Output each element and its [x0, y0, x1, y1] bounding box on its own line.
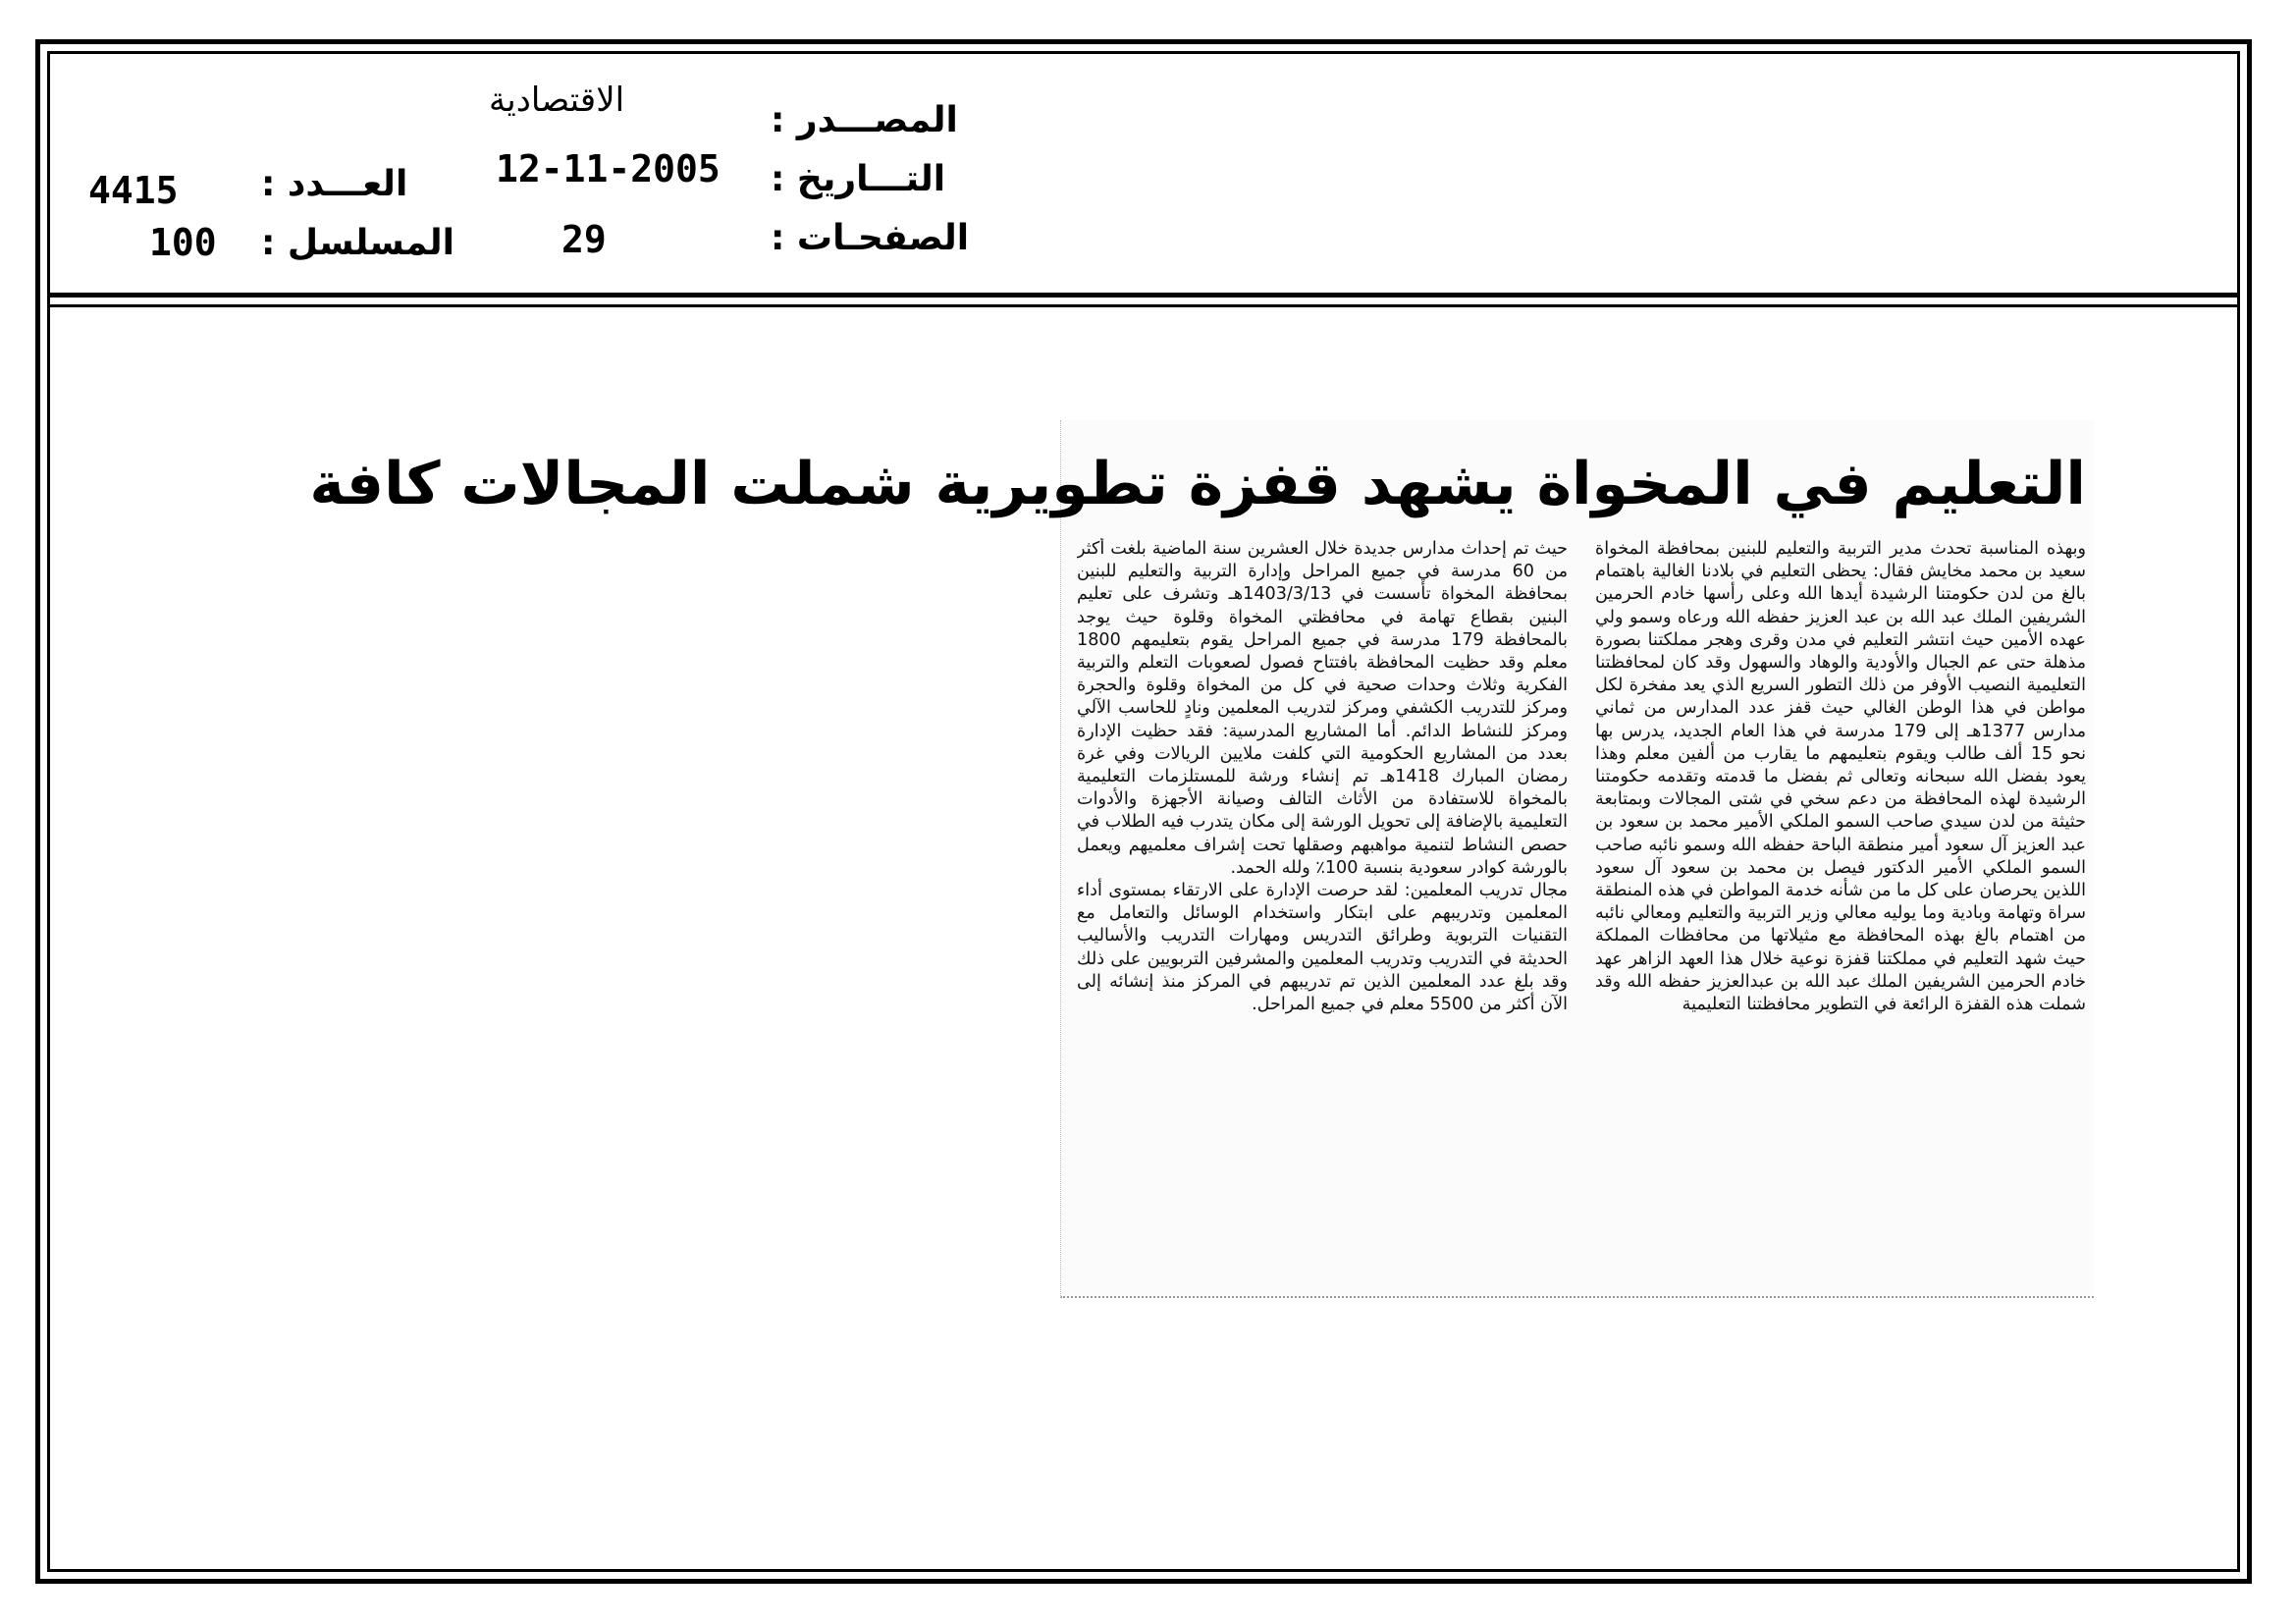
article-column-right: [1595, 538, 2086, 1284]
issue-label: العـــدد :: [261, 164, 408, 204]
source-label: المصـــدر :: [771, 100, 958, 140]
pages-value: 29: [561, 218, 607, 261]
article-paragraph: وبهذه المناسبة تحدث مدير التربية والتعليم للبنين بمحافظة المخواة سعيد بن محمد مخايش فقال: يحظى التعليم في بلادنا الغالية باهتمام بالغ من لدن حكومتنا الرشيدة أيدها الله وعلى رأسها خادم الحرمين الشريفين الملك عبد الله بن عبد العزيز حفظه الله ورعاه وسمو ولي عهده الأمين حيث انتشر التعليم في مدن وقرى وهجر مملكتنا بصورة مذهلة حتى عم الجبال والأودية والوهاد والسهول وقد كان لمحافظتنا التعليمية النصيب الأوفر من ذلك التطور السريع الذي يعد مفخرة لكل مواطن في هذا الوطن الغالي حيث قفز عدد المدارس من ثماني مدارس 1377هـ إلى 179 مدرسة في هذا العام الجديد، يدرس بها نحو 15 ألف طالب ويقوم بتعليمهم ما يقارب من ألفين معلم وهذا يعود بفضل الله سبحانه وتعالى ثم بفضل ما قدمته وتقدمه حكومتنا الرشيدة لهذه المحافظة من دعم سخي في شتى المجالات وبمتابعة حثيثة من لدن سيدي صاحب السمو الملكي الأمير محمد بن سعود بن عبد العزيز آل سعود أمير منطقة الباحة حفظه الله وسمو نائبه صاحب السمو الملكي الأمير الدكتور فيصل بن محمد بن سعود آل سعود اللذين يحرصان على كل ما من شأنه خدمة المواطن في هذه المنطقة سراة وتهامة وبادية وما يوليه معالي وزير التربية والتعليم ومعالي نائبه من اهتمام بالغ بهذه المحافظة مع مثيلاتها من محافظات المملكة حيث شهد التعليم في مملكتنا قفزة نوعية خلال هذا العهد الزاهر عهد خادم الحرمين الشريفين الملك عبد الله بن عبدالعزيز حفظه الله وقد شملت هذه القفزة الرائعة في التطوير محافظتنا التعليمية: [1595, 539, 2086, 1015]
header-divider: [47, 293, 2240, 298]
date-label: التـــاريخ :: [771, 159, 946, 199]
pages-label: الصفحـات :: [771, 218, 970, 258]
article-paragraph: مجال تدريب المعلمين: لقد حرصت الإدارة على الارتقاء بمستوى أداء المعلمين وتدريبهم على ابتكار واستخدام الوسائل والتعامل مع التقنيات التربوية وطرائق التدريس ومهارات التدريب والأساليب الحديثة في التدريب وتدريب المعلمين والمشرفين التربويين على ذلك وقد بلغ عدد المعلمين الذين تم تدريبهم في المركز منذ إنشائه إلى الآن أكثر من 5500 معلم في جميع المراحل.: [1077, 881, 1568, 1015]
issue-value: 4415: [88, 169, 179, 212]
header-divider-thin: [47, 304, 2240, 307]
article-headline: التعليم في المخواة يشهد قفزة تطويرية شملت المجالات كافة: [309, 450, 2086, 518]
article-column-left: [1077, 538, 1568, 1284]
date-value: 12-11-2005: [496, 147, 721, 190]
serial-label: المسلسل :: [261, 223, 455, 263]
serial-value: 100: [149, 221, 217, 264]
source-value: الاقتصادية: [489, 81, 625, 120]
newspaper-clipping: [309, 420, 2094, 1298]
article-paragraph: حيث تم إحداث مدارس جديدة خلال العشرين سنة الماضية بلغت أكثر من 60 مدرسة في جميع المراحل وإدارة التربية والتعليم للبنين بمحافظة المخواة تأسست في 1403/3/13هـ وتشرف على تعليم البنين بقطاع تهامة في محافظتي المخواة وقلوة حيث يوجد بالمحافظة 179 مدرسة في جميع المراحل يقوم بتعليمهم 1800 معلم وقد حظيت المحافظة بافتتاح فصول لصعوبات التعلم والتربية الفكرية وثلاث وحدات صحية في كل من المخواة وقلوة والحجرة ومركز للتدريب الكشفي ومركز لتدريب المعلمين ونادٍ للحاسب الآلي ومركز للنشاط الدائم. أما المشاريع المدرسية: فقد حظيت الإدارة بعدد من المشاريع الحكومية التي كلفت ملايين الريالات وفي غرة رمضان المبارك 1418هـ تم إنشاء ورشة للمستلزمات التعليمية بالمخواة للاستفادة من الأثاث التالف وصيانة الأجهزة والأدوات التعليمية بالإضافة إلى تحويل الورشة إلى مكان يتدرب فيه الطلاب في حصص النشاط لتنمية مواهبهم وصقلها تحت إشراف معلميهم ويعمل بالورشة كوادر سعودية بنسبة 100٪ ولله الحمد.: [1077, 539, 1568, 878]
